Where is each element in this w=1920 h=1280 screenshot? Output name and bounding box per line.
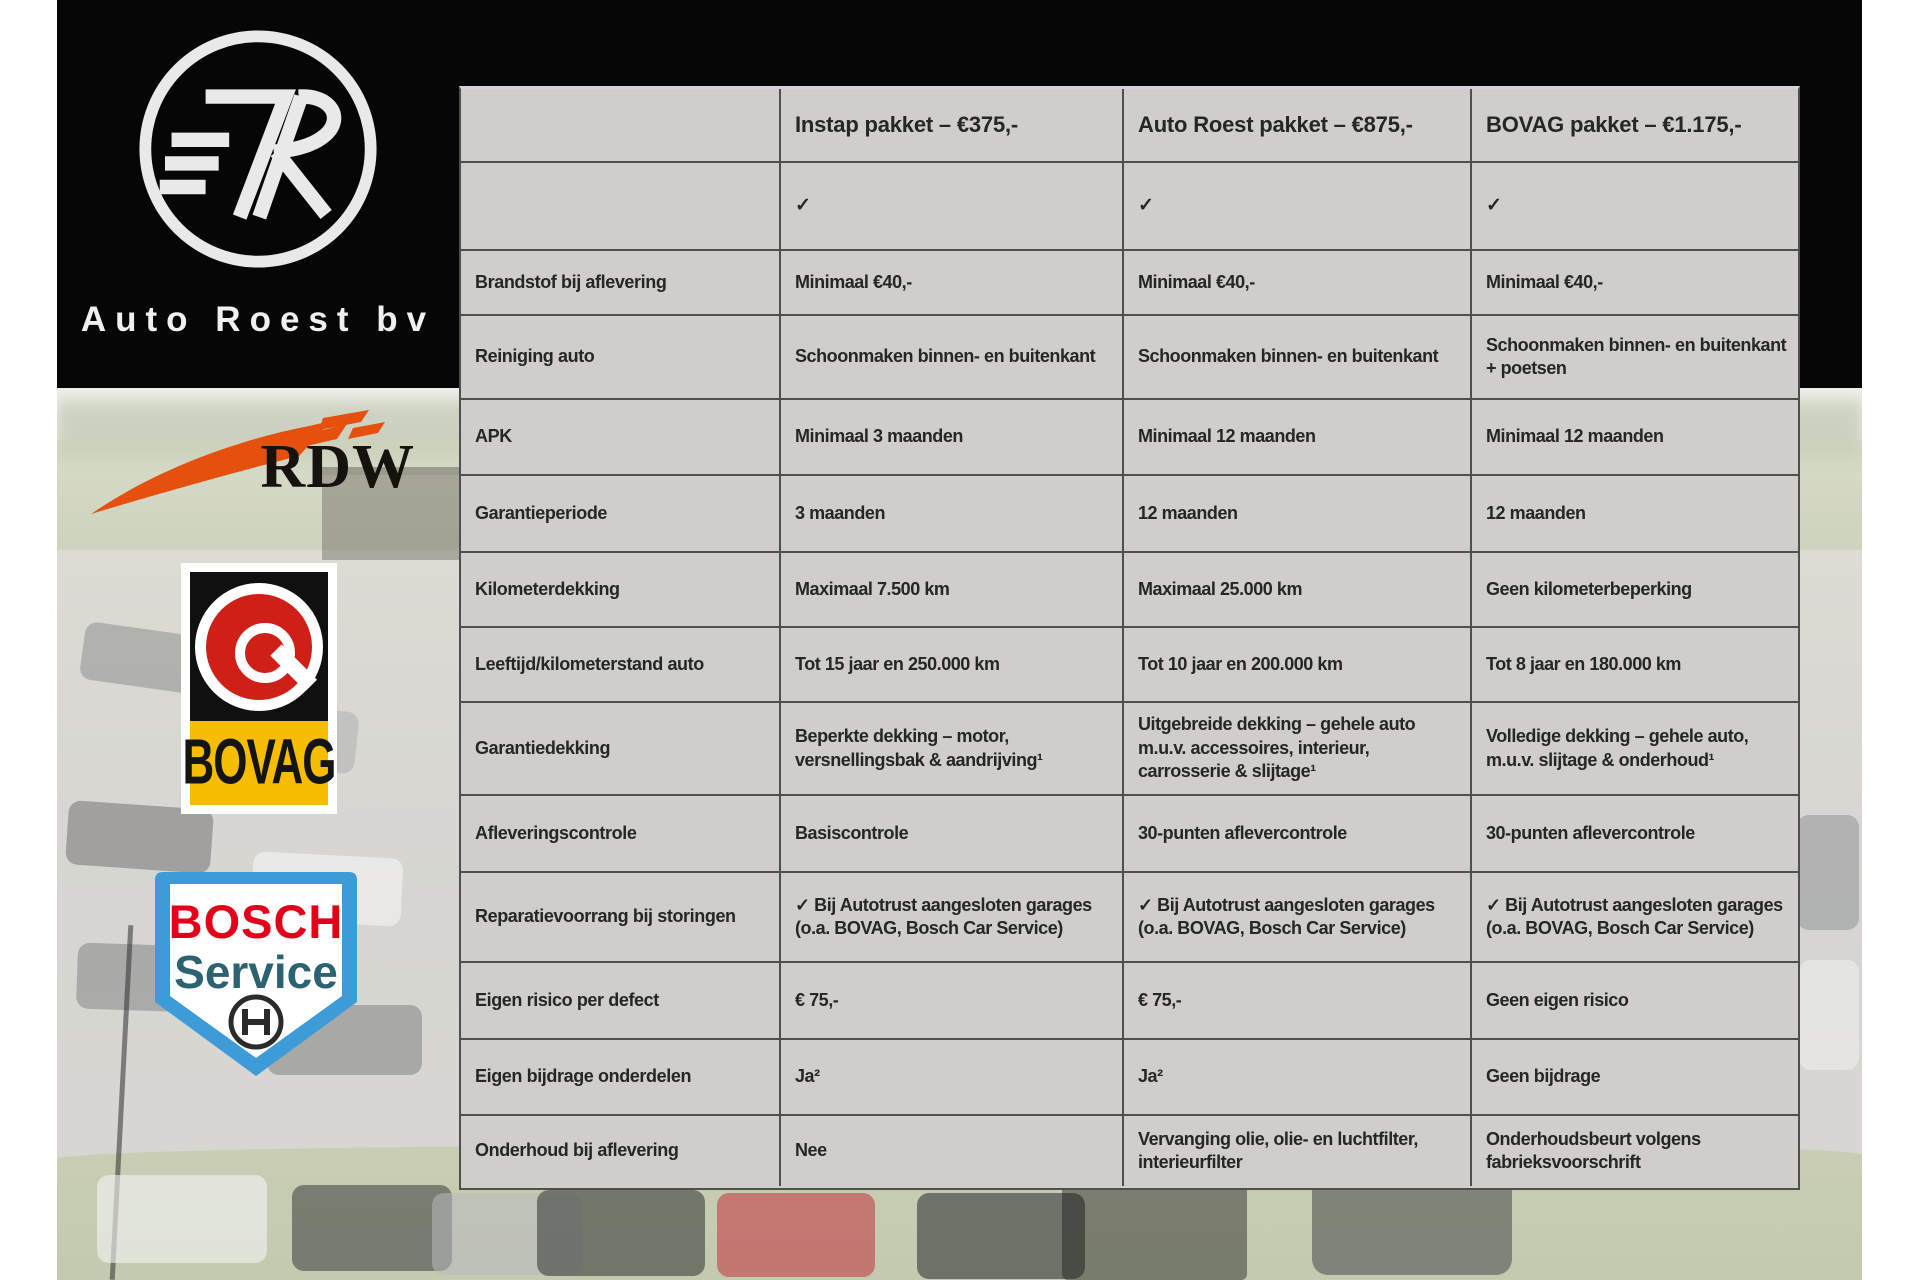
table-cell: ✓ Bij Autotrust aangesloten garages (o.a. BOVAG, Bosch Car Service) bbox=[1124, 873, 1472, 963]
table-cell: 3 maanden bbox=[781, 476, 1124, 553]
table-cell: Geen kilometerbeperking bbox=[1472, 553, 1800, 628]
table-cell: Volledige dekking – gehele auto, m.u.v. slijtage & onderhoud¹ bbox=[1472, 703, 1800, 796]
bovag-emblem-icon bbox=[190, 572, 328, 721]
table-cell: Basiscontrole bbox=[781, 796, 1124, 873]
check-cell: ✓ bbox=[1472, 163, 1800, 251]
bovag-logo bbox=[181, 563, 337, 814]
rdw-logo bbox=[85, 408, 415, 523]
header-auto-roest-pakket: Auto Roest pakket – €875,- bbox=[1124, 89, 1472, 163]
table-cell: Tot 10 jaar en 200.000 km bbox=[1124, 628, 1472, 703]
auto-roest-logo bbox=[57, 0, 459, 388]
car-shape bbox=[1797, 815, 1859, 930]
table-cell: Minimaal €40,- bbox=[781, 251, 1124, 316]
table-cell: Schoonmaken binnen- en buitenkant + poetsen bbox=[1472, 316, 1800, 400]
table-cell: Tot 8 jaar en 180.000 km bbox=[1472, 628, 1800, 703]
table-cell: 12 maanden bbox=[1472, 476, 1800, 553]
rdw-wordmark: RDW bbox=[260, 433, 415, 501]
table-cell: Geen bijdrage bbox=[1472, 1040, 1800, 1116]
table-cell: Ja² bbox=[781, 1040, 1124, 1116]
company-name: Auto Roest bv bbox=[80, 300, 436, 339]
row-label: Reparatievoorrang bij storingen bbox=[461, 873, 781, 963]
table-cell: ✓ Bij Autotrust aangesloten garages (o.a. BOVAG, Bosch Car Service) bbox=[1472, 873, 1800, 963]
table-cell: Schoonmaken binnen- en buitenkant bbox=[1124, 316, 1472, 400]
table-cell: Tot 15 jaar en 250.000 km bbox=[781, 628, 1124, 703]
car-shape bbox=[1799, 960, 1859, 1070]
row-label: Leeftijd/kilometerstand auto bbox=[461, 628, 781, 703]
table-cell: Beperkte dekking – motor, versnellingsbak & aandrijving¹ bbox=[781, 703, 1124, 796]
row-label: Eigen bijdrage onderdelen bbox=[461, 1040, 781, 1116]
table-cell: € 75,- bbox=[781, 963, 1124, 1040]
table-cell: Minimaal €40,- bbox=[1472, 251, 1800, 316]
bosch-service-logo bbox=[155, 872, 357, 1076]
header-bovag-pakket: BOVAG pakket – €1.175,- bbox=[1472, 89, 1800, 163]
car-shape bbox=[97, 1175, 267, 1263]
car-shape bbox=[917, 1193, 1085, 1279]
table-cell: Ja² bbox=[1124, 1040, 1472, 1116]
table-cell: Vervanging olie, olie- en luchtfilter, interieurfilter bbox=[1124, 1116, 1472, 1186]
check-cell: ✓ bbox=[781, 163, 1124, 251]
car-shape bbox=[717, 1193, 875, 1277]
table-cell: Schoonmaken binnen- en buitenkant bbox=[781, 316, 1124, 400]
table-cell: 12 maanden bbox=[1124, 476, 1472, 553]
table-cell: Maximaal 25.000 km bbox=[1124, 553, 1472, 628]
auto-roest-monogram-icon bbox=[127, 18, 389, 280]
table-cell: Minimaal 3 maanden bbox=[781, 400, 1124, 476]
row-label: Garantiedekking bbox=[461, 703, 781, 796]
row-label: Afleveringscontrole bbox=[461, 796, 781, 873]
row-label: Brandstof bij aflevering bbox=[461, 251, 781, 316]
table-cell: Nee bbox=[781, 1116, 1124, 1186]
row-label: Garantieperiode bbox=[461, 476, 781, 553]
bosch-shield-icon bbox=[155, 872, 357, 1076]
car-shape bbox=[537, 1190, 705, 1276]
header-empty-cell bbox=[461, 89, 781, 163]
header-instap-pakket: Instap pakket – €375,- bbox=[781, 89, 1124, 163]
check-cell: ✓ bbox=[1124, 163, 1472, 251]
row-label: Onderhoud bij aflevering bbox=[461, 1116, 781, 1186]
table-cell: 30-punten aflevercontrole bbox=[1124, 796, 1472, 873]
car-shape bbox=[292, 1185, 452, 1271]
check-row-label-cell bbox=[461, 163, 781, 251]
bosch-wordmark: BOSCH bbox=[168, 895, 344, 948]
bosch-service-wordmark: Service bbox=[174, 946, 338, 998]
bovag-wordmark: BOVAG bbox=[182, 726, 336, 798]
table-cell: Uitgebreide dekking – gehele auto m.u.v. accessoires, interieur, carrosserie & slijtage¹ bbox=[1124, 703, 1472, 796]
table-cell: Minimaal €40,- bbox=[1124, 251, 1472, 316]
table-cell: Onderhoudsbeurt volgens fabrieksvoorschrift bbox=[1486, 1128, 1701, 1172]
table-cell: € 75,- bbox=[1124, 963, 1472, 1040]
row-label: Kilometerdekking bbox=[461, 553, 781, 628]
row-label: APK bbox=[461, 400, 781, 476]
table-cell: ✓ Bij Autotrust aangesloten garages (o.a. BOVAG, Bosch Car Service) bbox=[781, 873, 1124, 963]
package-comparison-table bbox=[459, 86, 1800, 1190]
row-label: Reiniging auto bbox=[461, 316, 781, 400]
table-cell: Minimaal 12 maanden bbox=[1124, 400, 1472, 476]
table-cell: Minimaal 12 maanden bbox=[1472, 400, 1800, 476]
row-label: Eigen risico per defect bbox=[461, 963, 781, 1040]
table-cell: 30-punten aflevercontrole bbox=[1472, 796, 1800, 873]
table-cell: Maximaal 7.500 km bbox=[781, 553, 1124, 628]
table-cell: Geen eigen risico bbox=[1472, 963, 1800, 1040]
